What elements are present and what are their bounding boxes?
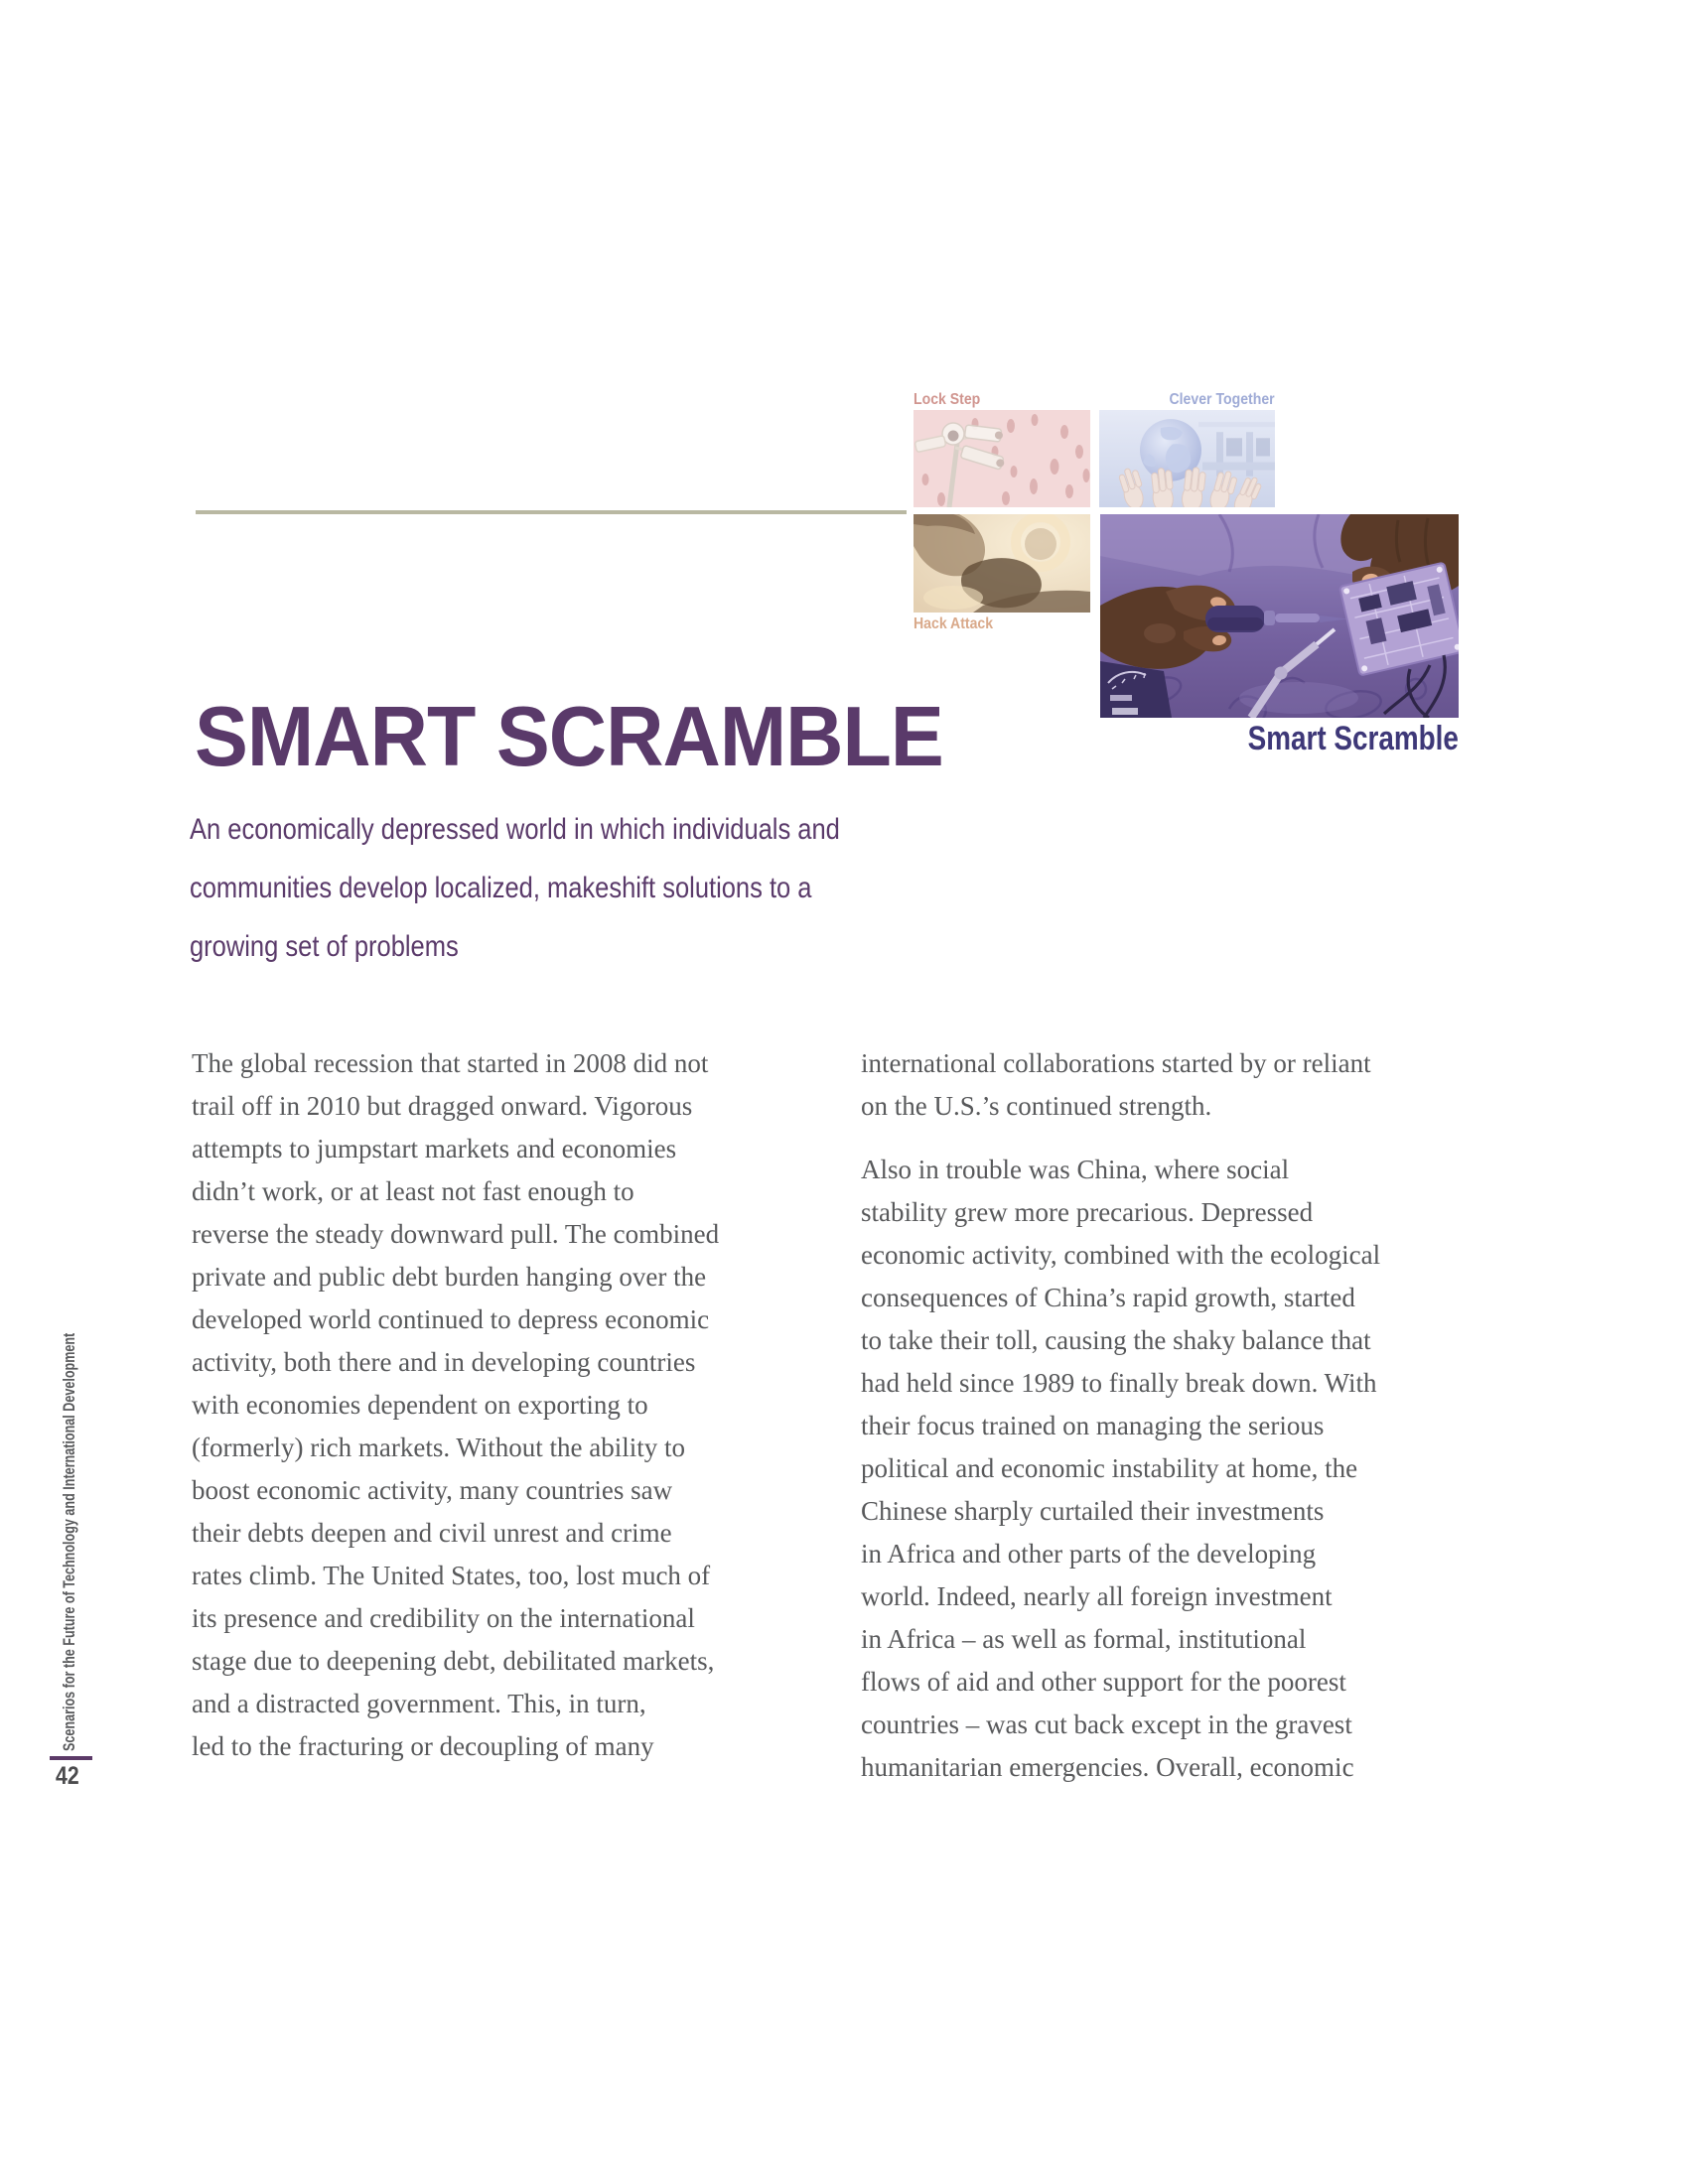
body-text-line: The global recession that started in 2008 did not: [192, 1048, 709, 1078]
globe-and-hands-illustration: [1099, 410, 1275, 507]
smart-scramble-caption: Smart Scramble: [1247, 720, 1459, 757]
page-number: 42: [56, 1762, 79, 1790]
body-text-line: trail off in 2010 but dragged onward. Vigorous: [192, 1091, 693, 1121]
body-paragraph-1: [861, 1042, 1452, 1128]
body-text-line: private and public debt burden hanging over the: [192, 1262, 707, 1292]
body-text-line: in Africa and other parts of the developing: [861, 1539, 1317, 1569]
lock-step-thumbnail-image: [914, 410, 1090, 507]
hack-attack-label: Hack Attack: [914, 615, 994, 632]
body-text-line: countries – was cut back except in the gravest: [861, 1709, 1352, 1739]
subtitle-line: An economically depressed world in which individuals and: [190, 813, 840, 846]
body-text-line: in Africa – as well as formal, institutional: [861, 1624, 1307, 1654]
body-text-line: developed world continued to depress economic: [192, 1304, 710, 1334]
body-text-line: had held since 1989 to finally break down. With: [861, 1368, 1377, 1398]
body-text-line: with economies dependent on exporting to: [192, 1390, 648, 1420]
body-text-line: economic activity, combined with the ecological: [861, 1240, 1381, 1270]
body-text-line: boost economic activity, many countries saw: [192, 1475, 673, 1505]
body-text-line: stage due to deepening debt, debilitated markets,: [192, 1646, 715, 1676]
body-text-line: their focus trained on managing the serious: [861, 1411, 1325, 1440]
body-text-line: reverse the steady downward pull. The combined: [192, 1219, 720, 1249]
section-divider-rule: [196, 510, 907, 514]
body-text-line: activity, both there and in developing countries: [192, 1347, 696, 1377]
body-column-left: [192, 1042, 812, 1768]
body-column-right: [861, 1042, 1452, 1789]
clever-together-thumbnail-image: [1099, 410, 1275, 507]
body-text-line: its presence and credibility on the international: [192, 1603, 695, 1633]
body-text-line: and a distracted government. This, in turn,: [192, 1689, 646, 1718]
report-sidebar-title: Scenarios for the Future of Technology and International Development: [60, 1332, 78, 1751]
subtitle-line: communities develop localized, makeshift solutions to a: [190, 872, 812, 904]
body-text-line: to take their toll, causing the shaky balance that: [861, 1325, 1371, 1355]
page-title: SMART SCRAMBLE: [195, 690, 943, 784]
figure-with-device-illustration: [914, 514, 1090, 613]
hack-attack-thumbnail-image: [914, 514, 1090, 613]
body-text-line: didn’t work, or at least not fast enough to: [192, 1176, 634, 1206]
body-text-line: Chinese sharply curtailed their investments: [861, 1496, 1325, 1526]
lock-step-label: Lock Step: [914, 391, 981, 408]
smart-scramble-featured-image: [1100, 514, 1459, 718]
body-text-line: international collaborations started by or reliant: [861, 1048, 1371, 1078]
body-text-line: consequences of China’s rapid growth, started: [861, 1283, 1355, 1312]
body-text-line: world. Indeed, nearly all foreign investment: [861, 1581, 1333, 1611]
body-text-line: Also in trouble was China, where social: [861, 1155, 1290, 1184]
body-text-line: humanitarian emergencies. Overall, economic: [861, 1752, 1354, 1782]
body-text-line: rates climb. The United States, too, lost much of: [192, 1561, 711, 1590]
body-text-line: their debts deepen and civil unrest and crime: [192, 1518, 672, 1548]
page-number-rule: [50, 1756, 92, 1760]
body-text-line: flows of aid and other support for the poorest: [861, 1667, 1346, 1697]
subtitle-line: growing set of problems: [190, 930, 459, 963]
cctv-cameras-illustration: [914, 410, 1090, 507]
body-text-line: (formerly) rich markets. Without the ability to: [192, 1433, 686, 1462]
clever-together-label: Clever Together: [1169, 391, 1275, 408]
page-subtitle: [190, 800, 954, 976]
body-text-line: led to the fracturing or decoupling of many: [192, 1731, 654, 1761]
body-paragraph-2: [861, 1149, 1452, 1789]
body-text-line: political and economic instability at home, the: [861, 1453, 1358, 1483]
hands-soldering-circuit-board-illustration: [1100, 514, 1459, 718]
body-text-line: stability grew more precarious. Depressed: [861, 1197, 1314, 1227]
body-text-line: attempts to jumpstart markets and economies: [192, 1134, 677, 1163]
body-text-line: on the U.S.’s continued strength.: [861, 1091, 1212, 1121]
